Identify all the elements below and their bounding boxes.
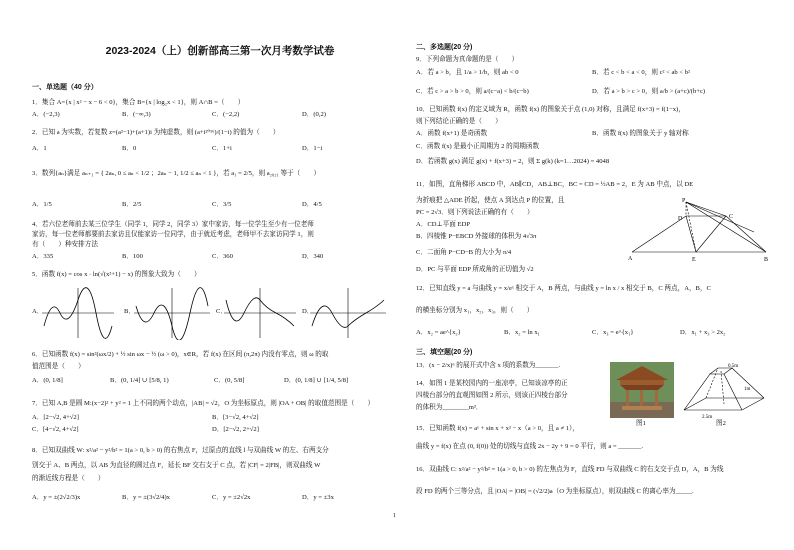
option-b: B．(−∞,3)	[122, 111, 151, 118]
option-d: D．[2−√2, 2+√2]	[212, 426, 259, 433]
option-c: C．	[216, 308, 227, 315]
option-b: B．x₂ = ln x₁	[504, 329, 540, 336]
svg-text:P: P	[682, 198, 686, 204]
option-c: C．若 c > a > b > 0，则 a/(c−a) < b/(c−b)	[416, 88, 529, 95]
question-11-figure	[626, 196, 772, 264]
question-10-line1: 10．已知函数 f(x) 的定义域为 R，函数 f(x) 的图象关于点 (1,0) 对称，且满足 f(x+3) = f(1−x)，	[416, 106, 685, 113]
option-b: B．2/5	[122, 201, 142, 208]
option-c: C．y = ±2√2x	[212, 494, 251, 501]
question-15-line1: 15．已知函数 f(x) = aˣ + sin x + x² − x（a > 0，且 a ≠ 1），	[416, 425, 579, 432]
option-a: A．[2−√2, 4+√2]	[32, 414, 79, 421]
option-a: A．(−2,3)	[32, 111, 60, 118]
figure-2-caption: 图2	[716, 420, 726, 427]
question-11-option-d: D．PC 与平面 EDP 所成角的正切值为 √2	[416, 266, 534, 273]
graph-c	[224, 286, 296, 340]
question-7: 7．已知 A,B 是圆 M:(x−2)² + y² = 1 上不同的两个动点，|AB| = √2，O 为坐标原点，则 |OA + OB| 的取值范围是（ ）	[32, 400, 375, 407]
question-10-line2: 则下列结论正确的是（ ）	[416, 118, 502, 125]
question-15-line2: 曲线 y = f(x) 在点 (0, f(0)) 处的切线与直线 2x − 2y + 9 = 0 平行，则 a = _______.	[416, 443, 644, 450]
option-c: C．360	[212, 253, 233, 260]
svg-text:A: A	[628, 256, 633, 262]
question-13: 13．(x − 2/x)⁶ 的展开式中含 x 项的系数为_______.	[416, 362, 561, 369]
question-9-options-row2	[416, 88, 768, 97]
question-6-options	[32, 377, 394, 386]
question-4-line2: 家访，每一位老师都要前去家访且仅能家访一位同学，由于就近考虑，老师甲不去家访同学 1，则	[32, 231, 314, 238]
question-11-line2: 为折痕把 △ADE 折起，使点 A 到达点 P 的位置，且	[416, 197, 565, 204]
question-1-options	[32, 111, 392, 120]
option-c: C．x₃ = e^{x₁}	[592, 329, 634, 336]
option-c: C．3/5	[212, 201, 232, 208]
option-d: D．(0, 1/8] ∪ [1/4, 5/8]	[284, 377, 349, 384]
question-9-options-row1	[416, 69, 768, 78]
question-16-line2: 段 FD 的两个三等分点，且 |OA| = |OB| = (√2/2)a（O 为坐标原点），则双曲线 C 的离心率为_____.	[416, 488, 694, 495]
frustum-diagram	[680, 360, 768, 420]
exam-title: 2023-2024（上）创新部高三第一次月考数学试卷	[105, 45, 335, 57]
question-11-line3: PC = 2√3．则下列说法正确的有（ ）	[416, 209, 534, 216]
question-12-line1: 12．已知直线 y = a 与曲线 y = x/eˣ 相交于 A，B 两点，与曲线 y = ln x / x 相交于 B，C 两点，A，B，C	[416, 285, 711, 292]
question-12-line2: 的横坐标分别为 x₁，x₂，x₃，则（ ）	[416, 307, 534, 314]
svg-text:C: C	[729, 214, 734, 220]
question-6-line2: 值范围是（ ）	[32, 363, 85, 370]
option-a: A．x₂ = ae^{x₂}	[416, 329, 461, 336]
question-4-line1: 4．若六位老师前去某三位学生（同学 1，同学 2，同学 3）家中家访，每一位学生至少有一位老师	[32, 221, 314, 228]
question-4-options	[32, 253, 392, 262]
option-b: B．(0, 1/4] ∪ [5/8, 1)	[110, 377, 169, 384]
section-fill-in: 三、填空题(20 分)	[416, 349, 473, 356]
option-a: A．	[32, 308, 44, 315]
question-4-line3: 有（ ）种安排方法	[32, 241, 98, 248]
svg-text:E: E	[692, 257, 696, 263]
frustum-top-label: 0.5m	[728, 364, 739, 369]
question-16-line1: 16．双曲线 C: x²/a² − y²/b² = 1(a > 0, b > 0) 的左焦点为 F，直线 FD 与双曲线 C 的右支交于点 D，A，B 为线	[416, 466, 724, 473]
question-1: 1．集合 A={x | x² − x − 6 < 0}，集合 B={x | log₂x < 1}，则 A∩B =（ ）	[32, 99, 245, 106]
question-11-option-c: C．二面角 P−CD−B 的大小为 π/4	[416, 249, 512, 256]
option-d: D．(0,2)	[302, 111, 326, 118]
option-b: B．100	[122, 253, 143, 260]
question-14-line1: 14．如图 1 是某校园内的一座凉亭，已知该凉亭的正	[416, 380, 568, 387]
option-d: D．x₁ + x₃ > 2x₂	[680, 329, 726, 336]
option-a: A．1	[32, 145, 47, 152]
option-c: C．(−2,2)	[212, 111, 240, 118]
option-d: D．	[302, 308, 314, 315]
question-8-line3: 的渐近线方程是（ ）	[32, 475, 105, 482]
option-d: D．若 a > b > c > 0，则 a/b > (a+c)/(b+c)	[592, 88, 706, 95]
question-12-options	[416, 329, 768, 338]
question-10-option-d: D．若函数 g(x) 满足 g(x) + f(x+3) = 2，则 Σ g(k) (k=1…2024) = 4048	[416, 158, 610, 165]
question-14-line3: 的体积为________m³．	[416, 404, 483, 411]
page-number: 1	[393, 513, 396, 519]
option-c: C．[4−√2, 4+√2]	[32, 426, 79, 433]
option-d: D．4/5	[302, 201, 322, 208]
frustum-bottom-label: 2.5m	[702, 415, 713, 420]
question-2: 2．已知 a 为实数，若复数 z=(a²−1)+(a+1)i 为纯虚数，则 (a+i²⁰¹⁶)/(1−i) 的值为（ ）	[32, 129, 280, 136]
question-10-option-c: C．函数 f(x) 是最小正周期为 2 的周期函数	[416, 143, 540, 150]
question-14-line2: 四棱台部分的直观图如图 2 所示，则该正四棱台部分	[416, 392, 568, 399]
option-a: A．1/5	[32, 201, 52, 208]
option-c: C．1+i	[212, 145, 232, 152]
question-11-line1: 11．如图，直角梯形 ABCD 中，AB∥CD，AB⊥BC，BC = CD = ½AB = 2，E 为 AB 中点，以 DE	[416, 181, 694, 188]
frustum-side-label: 1m	[744, 387, 751, 392]
question-5: 5．函数 f(x) = cos x · ln(√(x²+1) − x) 的图象大致为（ ）	[32, 271, 201, 278]
pavilion-photo	[610, 362, 674, 418]
option-a: A．函数 f(x+1) 是奇函数	[416, 130, 488, 137]
option-a: A．y = ±(2√2/3)x	[32, 494, 81, 501]
graph-b	[134, 286, 210, 340]
question-8-line2: 别交于 A、B 两点，以 AB 为直径的圆过点 F，延长 BF 交右支于 C 点，若 |CF| = 2|FB|，则双曲线 W	[32, 462, 321, 469]
question-11-option-b: B．四棱锥 P−EBCD 外接球的体积为 4√3π	[416, 233, 537, 240]
question-3: 3．数列{aₙ}满足 aₙ₊₁ = { 2aₙ, 0 ≤ aₙ < 1/2 ；2aₙ − 1, 1/2 ≤ aₙ < 1 }，若 a₁ = 2/5，则 a₂₀₂₁ 等于（ ）	[32, 170, 321, 177]
question-8-line1: 8．已知双曲线 W: x²/a² − y²/b² = 1(a > 0, b > 0) 的右焦点 F，过原点的直线 l 与双曲线 W 的左、右两支分	[32, 447, 329, 454]
option-b: B．[3−√2, 4+√2]	[212, 414, 259, 421]
question-7-options-row1	[32, 414, 392, 423]
question-9: 9．下列命题为真命题的是（ ）	[416, 56, 519, 63]
option-c: C．(0, 5/8]	[214, 377, 245, 384]
question-11-option-a: A．CD⊥平面 EDP	[416, 221, 471, 228]
option-b: B．	[124, 308, 135, 315]
figure-1-caption: 图1	[636, 420, 646, 427]
graph-d	[310, 286, 386, 340]
section-multiple-choice: 二、多选题(20 分)	[416, 44, 473, 51]
option-d: D．1−i	[302, 145, 323, 152]
option-d: D．340	[302, 253, 324, 260]
option-b: B．0	[122, 145, 137, 152]
svg-text:D: D	[678, 216, 683, 222]
question-10-options-row1	[416, 130, 768, 139]
graph-a	[42, 286, 114, 340]
option-a: A．(0, 1/8]	[32, 377, 63, 384]
option-a: A．335	[32, 253, 54, 260]
question-2-options	[32, 145, 392, 154]
svg-text:B: B	[764, 257, 769, 263]
option-a: A．若 a > b，且 1/a > 1/b，则 ab < 0	[416, 69, 519, 76]
question-6-line1: 6．已知函数 f(x) = sin²(ωx/2) + ½ sin ωx − ½ (ω > 0)，x∈R，若 f(x) 在区间 (π,2π) 内没有零点，则 ω 的取	[32, 351, 329, 358]
question-7-options-row2	[32, 426, 392, 435]
option-b: B．y = ±(3√2/4)x	[122, 494, 170, 501]
option-b: B．若 c < b < a < 0，则 c² < ab < b²	[592, 69, 690, 76]
question-8-options	[32, 494, 392, 503]
question-3-options	[32, 201, 392, 210]
question-5-graphs	[32, 286, 394, 340]
option-b: B．函数 f(x) 的图象关于 y 轴对称	[592, 130, 689, 137]
section-single-choice: 一、单选题（40 分）	[32, 84, 98, 91]
option-d: D．y = ±3x	[302, 494, 334, 501]
